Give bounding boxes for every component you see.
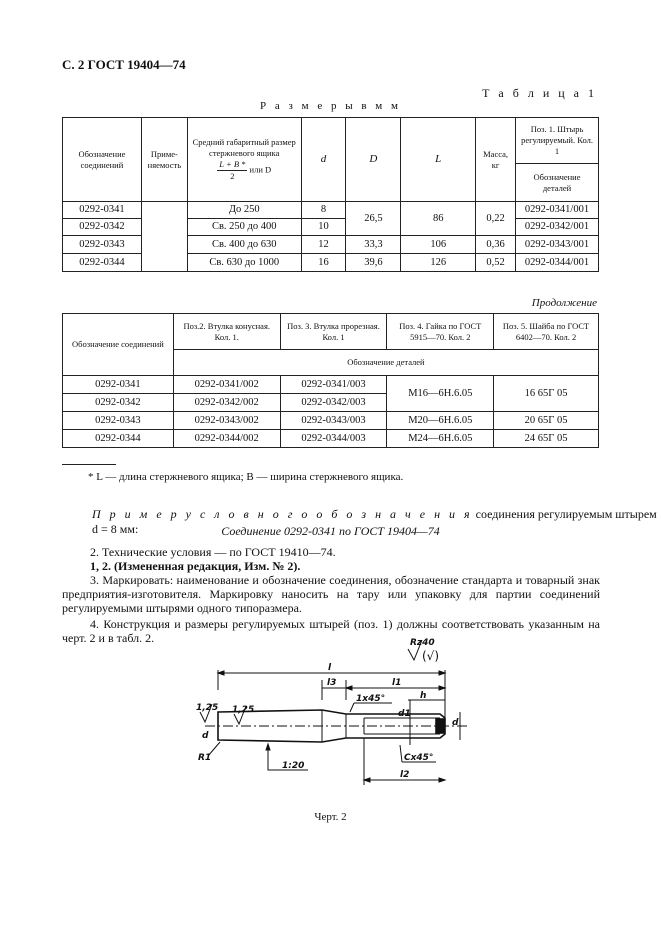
table-number: Т а б л и ц а 1 (482, 86, 597, 100)
label-chamfer1: 1x45° (356, 694, 386, 704)
label-rough1: 1,25 (196, 703, 219, 713)
label-d: d (202, 731, 209, 741)
cell-pos4: М20—6Н.6.05 (387, 412, 494, 430)
page-header: С. 2 ГОСТ 19404—74 (62, 57, 186, 72)
example-spaced: П р и м е р у с л о в н о г о о б о з н а ч е н и я (92, 507, 473, 521)
label-h: h (420, 691, 427, 701)
cell-pos5: 20 65Г 05 (494, 412, 599, 430)
header-pos2: Поз.2. Втулка конусная. Кол. 1. (173, 314, 280, 350)
cell-pos4: М16—6Н.6.05 (387, 376, 494, 412)
table-row (63, 376, 599, 394)
cell-id: 0292-0343 (63, 236, 142, 254)
continuation-label: Продолжение (531, 297, 597, 309)
cell-pos1: 0292-0342/001 (516, 219, 599, 236)
example-rest: соединения регулируемым штырем d = 8 мм: (92, 507, 657, 536)
cell-L: 106 (401, 236, 476, 254)
cell-pos1: 0292-0344/001 (516, 254, 599, 272)
cell-d: 10 (301, 219, 346, 236)
footnote-divider (62, 464, 116, 465)
header-d: d (301, 118, 346, 202)
header-usage: Приме-няемость (141, 118, 187, 202)
roughness-check: (√) (422, 649, 440, 663)
label-l3: l3 (327, 678, 337, 688)
cell-pos3: 0292-0342/003 (280, 394, 387, 412)
header-designation: Обозначение соединений (63, 118, 142, 202)
example-designation: Соединение 0292-0341 по ГОСТ 19404—74 (221, 524, 440, 538)
paragraph-amend (62, 559, 600, 573)
label-d1: d1 (398, 709, 411, 719)
cell-id: 0292-0342 (63, 394, 174, 412)
leader-line (400, 745, 402, 762)
cell-pos1: 0292-0343/001 (516, 236, 599, 254)
cell-id: 0292-0341 (63, 202, 142, 219)
cell-pos3: 0292-0341/003 (280, 376, 387, 394)
label-taper: 1:20 (282, 761, 305, 771)
figure-caption: Черт. 2 (314, 811, 347, 823)
paragraph-2-text: 2. Технические условия — по ГОСТ 19410—74. (90, 545, 336, 559)
cell-D: 33,3 (346, 236, 401, 254)
cell-d: 12 (301, 236, 346, 254)
cell-id: 0292-0343 (63, 412, 174, 430)
header-size (187, 118, 301, 202)
header-designation: Обозначение соединений (63, 314, 174, 376)
cell-d: 8 (301, 202, 346, 219)
arrow-icon (266, 744, 270, 750)
cell-usage (141, 202, 187, 272)
cell-size: До 250 (187, 202, 301, 219)
cell-pos2: 0292-0342/002 (173, 394, 280, 412)
header-L: L (401, 118, 476, 202)
label-r1: R1 (198, 753, 212, 763)
roughness-label: Rz40 (410, 638, 435, 648)
paragraph-4: 4. Конструкция и размеры регулируемых штырей (поз. 1) должны соответствовать указанным на черт. 2 и в табл. 2. (62, 617, 600, 645)
table-row (63, 430, 599, 448)
roughness-mark (408, 638, 439, 663)
cell-id: 0292-0344 (63, 430, 174, 448)
leader-line (208, 742, 220, 756)
header-D: D (346, 118, 401, 202)
cell-id: 0292-0344 (63, 254, 142, 272)
label-l1: l1 (392, 678, 402, 688)
table-row (63, 412, 599, 430)
cell-pos1: 0292-0341/001 (516, 202, 599, 219)
size-fraction (217, 159, 247, 182)
header-pos1: Поз. 1. Штырь регулируемый. Кол. 1 (516, 118, 599, 164)
cell-pos4: М24—6Н.6.05 (387, 430, 494, 448)
cell-pos3: 0292-0344/003 (280, 430, 387, 448)
header-details: Обозначение деталей (173, 350, 598, 376)
header-pos5: Поз. 5. Шайба по ГОСТ 6402—70. Кол. 2 (494, 314, 599, 350)
cell-size: Св. 250 до 400 (187, 219, 301, 236)
cell-pos5: 24 65Г 05 (494, 430, 599, 448)
paragraph-amend-text: 1, 2. (Измененная редакция, Изм. № 2). (90, 559, 301, 573)
fraction-num: L + B * (219, 159, 246, 169)
cell-size: Св. 400 до 630 (187, 236, 301, 254)
technical-drawing (190, 636, 480, 786)
label-rough2: 1,25 (232, 705, 255, 715)
paragraph-3: 3. Маркировать: наименование и обозначение соединения, обозначение стандарта и товарный знак предприятия-изготовителя. Маркировку наносить на тару или упаковку для партии соединений регулируемыми штырями одного типоразмера. (62, 573, 600, 615)
label-l: l (328, 663, 332, 673)
header-size-text: Средний габаритный размер стержневого ящика (192, 137, 296, 158)
cell-D: 26,5 (346, 202, 401, 236)
table-dimensions (62, 117, 599, 272)
cell-mass: 0,36 (476, 236, 516, 254)
cell-size: Св. 630 до 1000 (187, 254, 301, 272)
cell-L: 126 (401, 254, 476, 272)
label-chamfer2: Cx45° (404, 753, 434, 763)
cell-pos2: 0292-0344/002 (173, 430, 280, 448)
cell-mass: 0,52 (476, 254, 516, 272)
units-caption: Р а з м е р ы в м м (260, 100, 401, 112)
cell-id: 0292-0342 (63, 219, 142, 236)
cell-pos3: 0292-0343/003 (280, 412, 387, 430)
leader-line (350, 703, 354, 712)
header-mass: Масса, кг (476, 118, 516, 202)
cell-mass: 0,22 (476, 202, 516, 236)
header-pos3: Поз. 3. Втулка прорезная. Кол. 1 (280, 314, 387, 350)
cell-pos2: 0292-0343/002 (173, 412, 280, 430)
header-details: Обозначение деталей (516, 164, 599, 202)
paragraph-2 (62, 545, 600, 559)
header-pos4: Поз. 4. Гайка по ГОСТ 5915—70. Кол. 2 (387, 314, 494, 350)
cell-pos2: 0292-0341/002 (173, 376, 280, 394)
cell-d: 16 (301, 254, 346, 272)
footnote: * L — длина стержневого ящика; B — ширина стержневого ящика. (88, 471, 404, 483)
label-d2: d (452, 718, 459, 728)
table-details (62, 313, 599, 448)
header-size-or: или D (249, 164, 272, 175)
cell-D: 39,6 (346, 254, 401, 272)
label-l2: l2 (400, 770, 410, 780)
cell-id: 0292-0341 (63, 376, 174, 394)
cell-pos5: 16 65Г 05 (494, 376, 599, 412)
table-row (63, 202, 599, 219)
cell-L: 86 (401, 202, 476, 236)
fraction-den: 2 (230, 171, 235, 181)
